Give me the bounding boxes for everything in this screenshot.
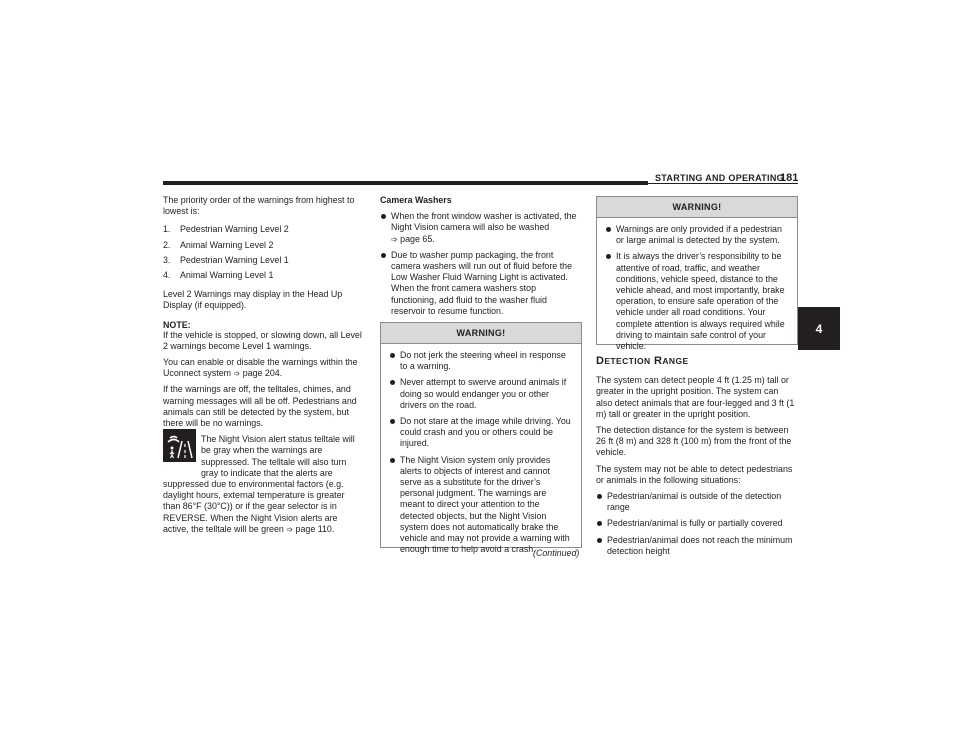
detection-para: The system may not be able to detect pedestrians or animals in the following situations: — [596, 463, 793, 485]
warning-list — [605, 224, 789, 352]
list-item: Do not stare at the image while driving. You could crash and you or others could be injured. — [389, 416, 573, 450]
page-ref-arrow-icon: ➩ — [233, 369, 241, 379]
priority-item: 1. Pedestrian Warning Level 2 — [163, 224, 289, 235]
list-item: When the front window washer is activated, the Night Vision camera will also be washed ➩ page 65. — [380, 211, 580, 245]
detection-range-heading: DETECTION RANGE — [596, 355, 689, 367]
column-right — [596, 356, 796, 562]
warning-title: WARNING! — [597, 197, 797, 218]
list-item: Do not jerk the steering wheel in response to a warning. — [389, 350, 573, 372]
list-item: Pedestrian/animal does not reach the minimum detection height — [596, 535, 796, 557]
priority-item: 4. Animal Warning Level 1 — [163, 270, 274, 281]
level2-hud-text: Level 2 Warnings may display in the Head Up Display (if equipped). — [163, 289, 343, 311]
priority-item: 2. Animal Warning Level 2 — [163, 239, 274, 250]
warning-title: WARNING! — [381, 323, 581, 344]
list-item: Due to washer pump packaging, the front camera washers will run out of fluid before the Low Washer Fluid Warning Light is activated. When the front camera washers stop functioning, add fluid to the washer fluid reservoir to resume function. — [380, 250, 580, 317]
warnings-off-text: If the warnings are off, the telltales, chimes, and warning messages will all be off. Pedestrians and animals can still be detected by the system, but there will be no warnings. — [163, 384, 357, 429]
list-item: Pedestrian/animal is outside of the detection range — [596, 491, 796, 513]
page-number: 181 — [780, 172, 799, 184]
detection-para: The detection distance for the system is between 26 ft (8 m) and 328 ft (100 m) from the front of the vehicle. — [596, 425, 792, 458]
priority-item: 3. Pedestrian Warning Level 1 — [163, 254, 289, 265]
column-left — [163, 195, 363, 540]
camera-washers-list — [380, 211, 580, 317]
note-label: NOTE: — [163, 319, 191, 330]
list-item: Never attempt to swerve around animals if doing so would endanger you or other drivers on the road. — [389, 377, 573, 411]
list-item: It is always the driver’s responsibility to be attentive of road, traffic, and weather conditions, vehicle speed, distance to the vehicle ahead, and most importantly, brake operation, to ensure safe operation of the vehicle under all road conditions. Your complete attention is always required while driving to maintain safe control of your vehicle. — [605, 251, 789, 352]
situations-list — [596, 491, 796, 557]
chapter-tab: 4 — [798, 307, 840, 350]
list-item: Warnings are only provided if a pedestrian or large animal is detected by the system. — [605, 224, 789, 246]
list-item: Pedestrian/animal is fully or partially covered — [596, 518, 796, 529]
priority-intro: The priority order of the warnings from highest to lowest is: — [163, 195, 355, 217]
detection-para: The system can detect people 4 ft (1.25 m) tall or greater in the upright position. The system can also detect animals that are four-legged and 3 ft (1 m) tall or greater in the upright position. — [596, 375, 795, 419]
camera-washers-heading: Camera Washers — [380, 195, 452, 205]
warning-box-right — [596, 196, 798, 352]
page-ref-arrow-icon: ➩ — [391, 234, 398, 244]
enable-text: You can enable or disable the warnings within the Uconnect system ➩ page 204. — [163, 357, 358, 379]
list-item: The Night Vision system only provides alerts to objects of interest and cannot serve as a substitute for the driver’s personal judgment. The warnings are meant to direct your attention to the detected objects, but the Night Vision system does not automatically brake the vehicle and may not provide a warning with enough time to help avoid a crash. — [389, 455, 573, 556]
priority-list — [163, 224, 363, 281]
column-middle — [380, 195, 580, 322]
header-rule — [163, 183, 798, 184]
warning-list — [389, 350, 573, 555]
telltale-text: The Night Vision alert status telltale will be gray when the warnings are suppressed. The telltale will also turn gray to indicate that the alerts are suppressed due to environmental factors (e.g. daylight hours, external temperature is greater than 86°F (30°C)) or if the gear selector is in REVERSE. When the Night Vision alerts are active, the telltale will be green ➩ page 110. — [163, 434, 355, 534]
night-vision-telltale-icon — [163, 429, 196, 462]
continued-label: (Continued) — [533, 548, 580, 558]
note-text: If the vehicle is stopped, or slowing down, all Level 2 warnings become Level 1 warnings. — [163, 329, 362, 351]
page-ref-arrow-icon: ➩ — [286, 524, 294, 534]
section-title: STARTING AND OPERATING — [655, 173, 784, 183]
